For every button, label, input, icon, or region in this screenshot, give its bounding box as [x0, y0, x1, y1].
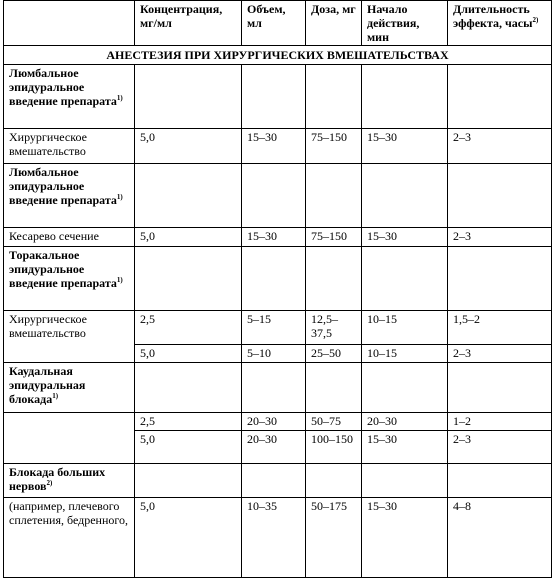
group-title-text: Люмбальное эпидуральное введение препарата — [9, 66, 117, 108]
header-duration-label: Длительность эффекта, часы — [453, 2, 533, 30]
header-dose: Доза, мг — [306, 1, 362, 46]
document-page — [3, 0, 551, 578]
cell-onset: 15–30 — [362, 129, 448, 164]
footnote-marker: 1) — [52, 392, 59, 400]
section-row — [4, 46, 552, 65]
cell-volume: 10–35 — [242, 498, 306, 578]
group-title — [4, 164, 135, 228]
cell-dose: 50–175 — [306, 498, 362, 578]
group-title — [4, 247, 135, 311]
header-concentration: Концентрация, мг/мл — [135, 1, 242, 46]
cell-concentration: 5,0 — [135, 345, 242, 363]
group-title — [4, 65, 135, 129]
table-row — [4, 498, 552, 578]
table-header-row — [4, 1, 552, 46]
cell-indication: Кесарево сечение — [4, 228, 135, 247]
cell-dose: 50–75 — [306, 413, 362, 431]
cell-onset: 15–30 — [362, 228, 448, 247]
dosage-table — [3, 0, 552, 578]
footnote-marker: 1) — [116, 276, 123, 284]
cell-onset: 15–30 — [362, 431, 448, 464]
header-volume: Объем, мл — [242, 1, 306, 46]
cell-indication: Хирургическое вмешательство — [4, 129, 135, 164]
cell-duration: 2–3 — [448, 228, 552, 247]
group-row — [4, 464, 552, 498]
cell-dose: 75–150 — [306, 228, 362, 247]
cell-concentration: 5,0 — [135, 431, 242, 464]
group-title — [4, 464, 135, 498]
group-title-text: Каудальная эпидуральная блокада — [9, 364, 86, 406]
cell-volume: 15–30 — [242, 129, 306, 164]
group-title-text: Блокада больших нервов — [9, 465, 106, 493]
group-row — [4, 247, 552, 311]
group-title-text: Люмбальное эпидуральное введение препарата — [9, 165, 117, 207]
cell-volume: 20–30 — [242, 431, 306, 464]
table-row — [4, 311, 552, 345]
table-row — [4, 413, 552, 431]
header-indication — [4, 1, 135, 46]
cell-duration: 2–3 — [448, 129, 552, 164]
cell-volume: 5–15 — [242, 311, 306, 345]
footnote-marker: 2) — [532, 16, 539, 24]
group-row — [4, 164, 552, 228]
cell-dose: 25–50 — [306, 345, 362, 363]
header-onset: Начало действия, мин — [362, 1, 448, 46]
cell-duration: 2–3 — [448, 345, 552, 363]
cell-dose: 75–150 — [306, 129, 362, 164]
cell-concentration: 2,5 — [135, 413, 242, 431]
cell-indication: (например, плечевого сплетения, бедренного, — [4, 498, 135, 578]
group-title-text: Торакальное эпидуральное введение препарата — [9, 248, 117, 290]
cell-volume: 15–30 — [242, 228, 306, 247]
cell-onset: 10–15 — [362, 311, 448, 345]
cell-onset: 15–30 — [362, 498, 448, 578]
table-row — [4, 228, 552, 247]
cell-volume: 20–30 — [242, 413, 306, 431]
cell-duration: 1,5–2 — [448, 311, 552, 345]
cell-onset: 20–30 — [362, 413, 448, 431]
cell-concentration: 5,0 — [135, 228, 242, 247]
cell-concentration: 5,0 — [135, 129, 242, 164]
cell-duration: 2–3 — [448, 431, 552, 464]
cell-indication: Хирургическое вмешательство — [4, 311, 135, 363]
cell-onset: 10–15 — [362, 345, 448, 363]
section-title: АНЕСТЕЗИЯ ПРИ ХИРУРГИЧЕСКИХ ВМЕШАТЕЛЬСТВАХ — [4, 46, 552, 65]
header-duration — [448, 1, 552, 46]
cell-concentration: 2,5 — [135, 311, 242, 345]
cell-concentration: 5,0 — [135, 498, 242, 578]
cell-volume: 5–10 — [242, 345, 306, 363]
cell-indication — [4, 413, 135, 464]
cell-duration: 4–8 — [448, 498, 552, 578]
group-row — [4, 363, 552, 413]
footnote-marker: 2) — [46, 479, 53, 487]
footnote-marker: 1) — [116, 193, 123, 201]
group-title — [4, 363, 135, 413]
table-row — [4, 129, 552, 164]
cell-dose: 12,5–37,5 — [306, 311, 362, 345]
cell-duration: 1–2 — [448, 413, 552, 431]
footnote-marker: 1) — [116, 94, 123, 102]
cell-dose: 100–150 — [306, 431, 362, 464]
group-row — [4, 65, 552, 129]
